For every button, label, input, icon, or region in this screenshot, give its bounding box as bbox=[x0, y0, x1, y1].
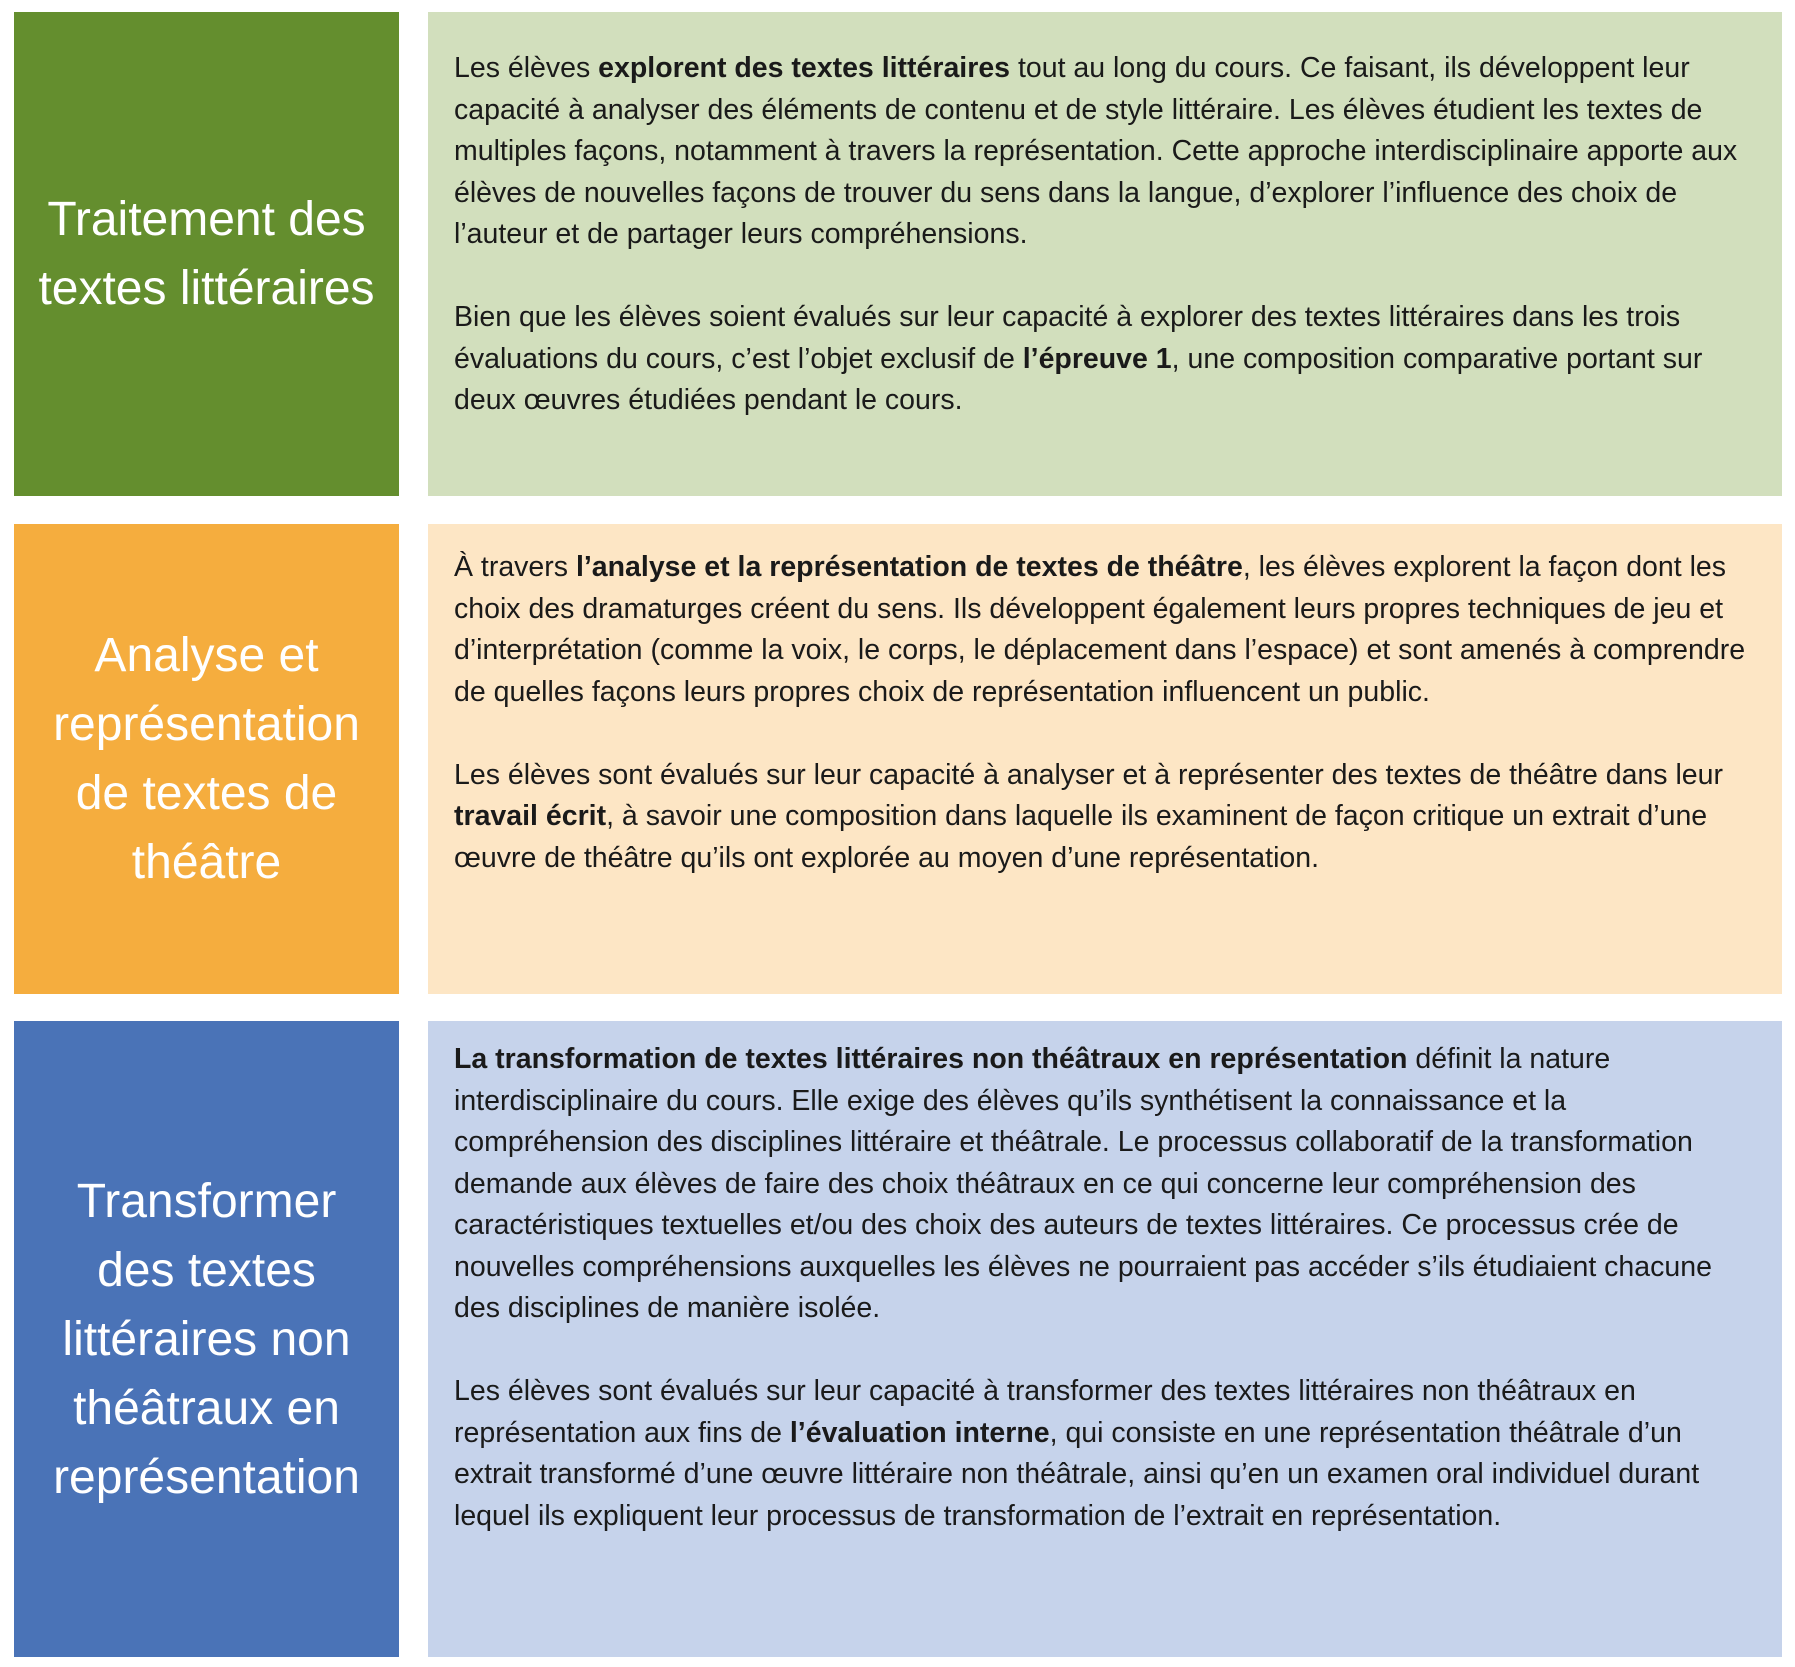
section-body bbox=[428, 524, 1782, 994]
section-title: Traitement des textes littéraires bbox=[14, 12, 399, 496]
paragraph bbox=[454, 547, 1758, 713]
paragraph bbox=[454, 48, 1758, 256]
section-body bbox=[428, 12, 1782, 496]
text-run: Les élèves bbox=[454, 52, 599, 84]
paragraph bbox=[454, 1371, 1758, 1537]
bold-text-run: La transformation de textes littéraires non théâtraux en représentation bbox=[454, 1043, 1408, 1075]
section-title: Transformer des textes littéraires non théâtraux en représentation bbox=[14, 1021, 399, 1657]
section-title: Analyse et représentation de textes de théâtre bbox=[14, 524, 399, 994]
bold-text-run: explorent des textes littéraires bbox=[598, 52, 1011, 84]
text-run: tout au long du cours. Ce faisant, ils développent leur capacité à analyser des éléments de contenu et de style littéraire. Les élèves étudient les textes de multiples façons, notamment à travers la représentation. Cette approche interdisciplinaire apporte aux élèves de nouvelles façons de trouver du sens dans la langue, d’explorer l’influence des choix de l’auteur et de partager leurs compréhensions. bbox=[454, 52, 1738, 250]
text-run: Bien que les élèves soient évalués sur leur capacité à explorer des textes littéraires dans les trois évaluations du cours, c’est l’objet exclusif de bbox=[454, 301, 1681, 375]
section-analyse-theatre bbox=[14, 524, 1782, 994]
text-run: , une composition comparative portant sur deux œuvres étudiées pendant le cours. bbox=[454, 342, 1703, 416]
text-run: , qui consiste en une représentation théâtrale d’un extrait transformé d’une œuvre littéraire non théâtrale, ainsi qu’en un examen oral individuel durant lequel ils expliquent leur processus de transformation de l’extrait en représentation. bbox=[454, 1416, 1700, 1532]
text-run: Les élèves sont évalués sur leur capacité à analyser et à représenter des textes de théâtre dans leur bbox=[454, 758, 1723, 791]
bold-text-run: l’évaluation interne bbox=[789, 1416, 1050, 1449]
section-body bbox=[428, 1021, 1782, 1657]
text-run: À travers bbox=[454, 551, 576, 583]
text-run: , à savoir une composition dans laquelle ils examinent de façon critique un extrait d’une œuvre de théâtre qu’ils ont explorée au moyen d’une représentation. bbox=[454, 800, 1708, 874]
text-run: Les élèves sont évalués sur leur capacité à transformer des textes littéraires non théâtraux en représentation aux fins de bbox=[454, 1375, 1636, 1449]
text-run: , les élèves explorent la façon dont les choix des dramaturges créent du sens. Ils développent également leurs propres techniques de jeu et d’interprétation (comme la voix, le corps, le déplacement dans l’espace) et sont amenés à comprendre de quelles façons leurs propres choix de représentation influencent un public. bbox=[454, 551, 1746, 708]
section-transformer-textes bbox=[14, 1021, 1782, 1657]
paragraph bbox=[454, 297, 1758, 422]
paragraph bbox=[454, 1039, 1758, 1330]
section-traitement-textes bbox=[14, 12, 1782, 496]
bold-text-run: l’épreuve 1 bbox=[1022, 342, 1172, 375]
bold-text-run: l’analyse et la représentation de textes de théâtre bbox=[575, 551, 1243, 583]
bold-text-run: travail écrit bbox=[454, 800, 607, 832]
text-run: définit la nature interdisciplinaire du cours. Elle exige des élèves qu’ils synthétisent la connaissance et la compréhension des disciplines littéraire et théâtrale. Le processus collaboratif de la transformation demande aux élèves de faire des choix théâtraux en ce qui concerne leur compréhension des caractéristiques textuelles et/ou des choix des auteurs de textes littéraires. Ce processus crée de nouvelles compréhensions auxquelles les élèves ne pourraient pas accéder s’ils étudiaient chacune des disciplines de manière isolée. bbox=[454, 1043, 1712, 1324]
paragraph bbox=[454, 755, 1758, 880]
